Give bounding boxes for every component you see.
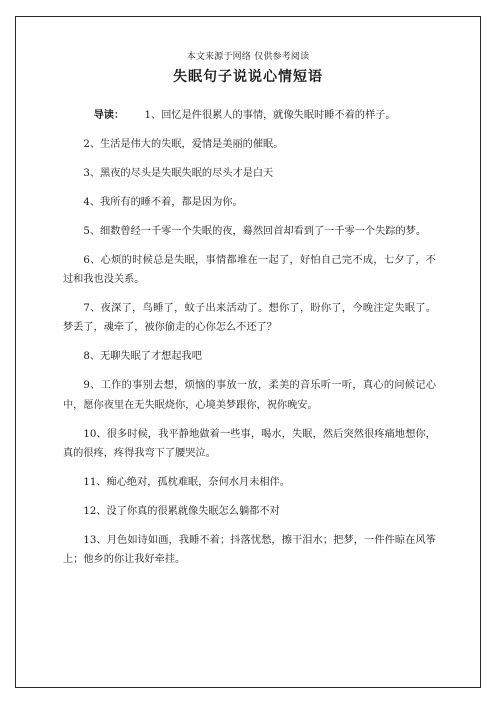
paragraph-11: 11、痴心绝对，孤枕难眠，奈何水月未相伴。	[83, 476, 290, 488]
paragraph-5: 5、细数曾经一千零一个失眠的夜，蓦然回首却看到了一千零一个失踪的梦。	[83, 226, 427, 237]
paragraph-12: 12、没了你真的很累就像失眠怎么躺都不对	[83, 505, 280, 517]
paragraph-2: 2、生活是伟大的失眠，爱情是美丽的催眠。	[83, 139, 284, 150]
paragraph-13: 13、月色如诗如画，我睡不着；抖落忧愁，擦干泪水；把梦，一件件晾在风筝上；他乡的你让我好牵挂。	[63, 534, 436, 566]
paragraph-3: 3、黑夜的尽头是失眠失眠的尽头才是白天	[83, 168, 274, 179]
article-body	[63, 106, 436, 579]
page-title: 失眠句子说说心情短语	[173, 69, 323, 85]
paragraph-4: 4、我所有的睡不着，都是因为你。	[83, 197, 243, 208]
source-note: 本文来源于网络 仅供参考阅读	[186, 52, 310, 62]
paragraph-7: 7、夜深了，鸟睡了，蚊子出来活动了。想你了，盼你了，今晚注定失眠了。梦丢了，魂牵了，被你偷走的心你怎么不还了？	[63, 303, 436, 334]
paragraph-text: 1、回忆是件很累人的事情，就像失眠时睡不着的样子。	[144, 110, 396, 121]
paragraph-6: 6、心烦的时候总是失眠，事情都堆在一起了，好怕自己完不成，七夕了，不过和我也没关系。	[63, 255, 436, 286]
paragraph-10: 10、很多时候，我平静地做着一些事，喝水，失眠，然后突然很疼痛地想你，真的很疼，疼得我弯下了腰哭泣。	[63, 428, 436, 459]
paragraph-1	[63, 106, 436, 125]
paragraph-9: 9、工作的事别去想，烦恼的事放一放，柔美的音乐听一听，真心的问候记心中，愿你夜里在无失眠烧你，心境美梦跟你，祝你晚安。	[63, 380, 436, 411]
paragraph-8: 8、无聊失眠了才想起我吧	[83, 351, 202, 363]
intro-label: 导读：	[93, 109, 125, 121]
